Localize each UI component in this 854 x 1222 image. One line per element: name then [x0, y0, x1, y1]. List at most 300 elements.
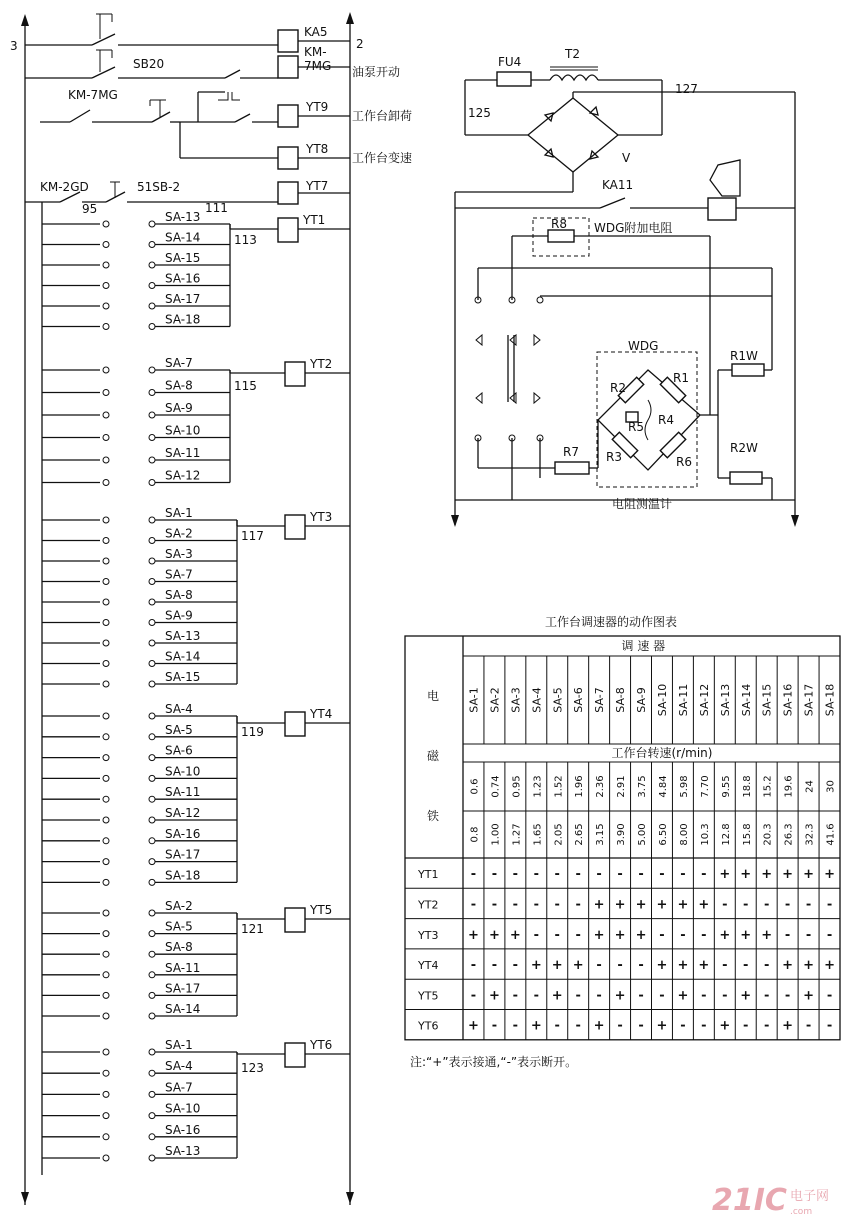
ka11-horn-icon	[710, 160, 740, 196]
contact-terminal	[103, 390, 109, 396]
speed-value: 0.6	[469, 778, 481, 795]
contact-terminal	[149, 1155, 155, 1161]
group-yt6	[42, 1038, 350, 1161]
oil-pump-label: 油泵开动	[352, 65, 401, 79]
table-cell: -	[784, 897, 791, 913]
group-yt1	[42, 210, 350, 330]
table-cell: +	[488, 927, 500, 943]
speed-value: 3.15	[595, 823, 607, 846]
table-cell: -	[617, 1018, 623, 1034]
table-cell: -	[491, 958, 498, 974]
contact-terminal	[149, 242, 155, 248]
row-header-char: 电	[427, 689, 440, 703]
sa-contact-label: SA-13	[165, 1144, 201, 1158]
row-header-char: 铁	[427, 809, 440, 823]
row-header-char: 磁	[427, 749, 440, 763]
table-cell: -	[743, 1018, 749, 1034]
yt3-label: YT3	[310, 510, 333, 524]
t2-transformer	[550, 75, 598, 80]
table-row-name: YT1	[418, 868, 439, 882]
speed-value: 15.8	[741, 823, 753, 846]
speed-value: 20.3	[762, 823, 774, 846]
yt8-coil	[278, 147, 298, 169]
table-cell: -	[659, 988, 665, 1004]
contact-terminal	[103, 435, 109, 441]
contact-terminal	[103, 713, 109, 719]
sa-contact-label: SA-11	[165, 960, 201, 975]
table-cell: -	[575, 927, 581, 943]
wdg-label: WDG	[628, 339, 659, 353]
contact-terminal	[103, 859, 109, 865]
contact-terminal	[103, 734, 109, 740]
table-cell: -	[763, 988, 770, 1004]
node-119-label: 119	[241, 725, 264, 739]
speed-value: 1.27	[511, 823, 523, 846]
watermark-logo	[712, 1183, 829, 1218]
fu4-fuse	[497, 72, 531, 86]
contact-terminal	[149, 713, 155, 719]
r5-label: R5	[628, 420, 644, 434]
contact-terminal	[149, 755, 155, 761]
table-cell: +	[761, 867, 773, 883]
table-cell: -	[659, 867, 665, 883]
table-cell: +	[530, 1018, 542, 1034]
table-header-main: 调 速 器	[621, 639, 666, 653]
table-cell: +	[530, 958, 542, 974]
contact-terminal	[103, 817, 109, 823]
contact-terminal	[103, 1070, 109, 1076]
table-row-name: YT5	[418, 989, 439, 1003]
table-cell: +	[656, 1018, 668, 1034]
yt5-label: YT5	[310, 903, 333, 917]
contact-terminal	[149, 817, 155, 823]
table-cell: +	[803, 958, 815, 974]
r6-resistor	[660, 432, 685, 457]
contact-terminal	[149, 324, 155, 330]
column-header: SA-13	[718, 683, 732, 717]
table-cell: -	[554, 897, 560, 913]
r2w-label: R2W	[730, 441, 758, 455]
table-cell: +	[468, 1018, 479, 1034]
contact-terminal	[103, 879, 109, 885]
table-cell: -	[470, 958, 477, 974]
table-row-name: YT3	[418, 928, 439, 942]
speed-header: 工作台转速(r/min)	[611, 746, 713, 760]
table-cell: -	[491, 867, 498, 883]
contact-terminal	[103, 283, 109, 289]
r1w-resistor	[732, 364, 764, 376]
n95-label: 95	[82, 202, 98, 216]
sa-contact-label: SA-6	[165, 743, 193, 758]
table-cell: -	[805, 927, 812, 943]
sa-contact-label: SA-8	[165, 588, 193, 602]
yt6-coil	[285, 1043, 305, 1067]
yt2-label: YT2	[310, 357, 333, 371]
speed-value: 1.52	[553, 775, 565, 798]
table-cell: +	[782, 867, 794, 883]
column-header: SA-16	[781, 683, 795, 717]
km7mg-coil-label-1: KM-	[304, 45, 327, 59]
table-cell: -	[470, 988, 477, 1004]
table-cell: +	[468, 927, 479, 943]
yt4-coil	[285, 712, 305, 736]
table-cell: +	[677, 897, 689, 913]
column-header: SA-5	[551, 687, 565, 713]
sa-contact-label: SA-14	[165, 649, 201, 664]
sa-contact-label: SA-16	[165, 826, 201, 841]
km2gd-label: KM-2GD	[40, 180, 89, 194]
contact-terminal	[103, 262, 109, 268]
group-yt2	[42, 356, 350, 486]
table-cell: -	[638, 867, 644, 883]
contact-terminal	[103, 620, 109, 626]
table-cell: -	[680, 927, 686, 943]
column-header: SA-10	[655, 683, 669, 717]
sa-contact-label: SA-4	[165, 702, 193, 716]
contact-terminal	[149, 283, 155, 289]
speed-value: 12.8	[720, 823, 732, 846]
sa-contact-label: SA-1	[165, 1038, 193, 1052]
contact-terminal	[149, 972, 155, 978]
yt9-label: YT9	[306, 100, 329, 114]
unload-label: 工作台卸荷	[352, 109, 413, 123]
sa-contact-label: SA-14	[165, 1002, 201, 1016]
speed-value: 30	[825, 780, 837, 793]
node-3-label: 3	[10, 39, 18, 53]
n125-label: 125	[468, 106, 491, 120]
contact-terminal	[103, 992, 109, 998]
speed-value: 1.00	[490, 823, 502, 846]
yt5-coil	[285, 908, 305, 932]
table-cell: -	[575, 897, 581, 913]
column-header: SA-8	[614, 687, 628, 713]
table-cell: -	[596, 867, 602, 883]
speed-value: 1.65	[532, 823, 544, 846]
contact-terminal	[149, 367, 155, 373]
yt4-label: YT4	[310, 707, 333, 721]
ka5-label: KA5	[304, 25, 328, 39]
table-cell: +	[719, 867, 731, 883]
left-rail-bottom-arrow	[21, 1192, 29, 1204]
speed-value: 10.3	[699, 823, 711, 846]
table-cell: -	[575, 1018, 581, 1034]
table-cell: -	[722, 988, 728, 1004]
speed-value: 24	[804, 780, 816, 793]
table-cell: -	[701, 988, 707, 1004]
contact-terminal	[149, 579, 155, 585]
n127-label: 127	[675, 82, 698, 96]
table-cell: -	[512, 988, 519, 1004]
table-cell: -	[596, 958, 602, 974]
column-header: SA-6	[572, 687, 586, 713]
table-cell: -	[638, 988, 644, 1004]
left-rail-top-arrow	[21, 14, 29, 26]
right-rail-top-arrow	[346, 12, 354, 24]
r1-label: R1	[673, 371, 689, 385]
table-cell: -	[763, 958, 770, 974]
contact-terminal	[149, 1113, 155, 1119]
table-note: 注:“+”表示接通,“-”表示断开。	[410, 1054, 578, 1069]
speed-value: 1.96	[574, 775, 586, 798]
contact-terminal	[149, 538, 155, 544]
r3-label: R3	[606, 450, 622, 464]
table-cell: +	[551, 988, 563, 1004]
speed-value: 7.70	[699, 775, 711, 798]
contact-terminal	[149, 661, 155, 667]
table-cell: +	[740, 927, 752, 943]
table-cell: +	[509, 927, 521, 943]
km7mg-coil-label-2: 7MG	[304, 59, 332, 73]
contact-terminal	[149, 390, 155, 396]
speed-controller-action-table	[405, 614, 840, 1069]
yt7-label: YT7	[306, 179, 329, 193]
table-cell: +	[824, 867, 835, 883]
contact-terminal	[103, 681, 109, 687]
node-113-label: 113	[234, 233, 257, 247]
speed-value: 2.05	[553, 823, 565, 846]
table-cell: +	[698, 897, 710, 913]
sa-contact-label: SA-15	[165, 251, 201, 265]
contact-terminal	[103, 324, 109, 330]
ka11-label: KA11	[602, 178, 634, 192]
table-cell: -	[617, 867, 623, 883]
column-header: SA-4	[530, 687, 544, 713]
table-cell: -	[512, 1018, 519, 1034]
table-cell: +	[551, 958, 563, 974]
sb51-label: 51SB-2	[137, 180, 181, 194]
sa-contact-label: SA-16	[165, 1122, 201, 1137]
r4-element	[645, 400, 651, 440]
contact-terminal	[149, 796, 155, 802]
speed-value: 2.36	[595, 775, 607, 798]
sa-contact-label: SA-7	[165, 356, 193, 370]
svg-text:.com: .com	[790, 1207, 813, 1217]
contact-terminal	[103, 796, 109, 802]
sa-contact-label: SA-11	[165, 785, 201, 800]
group-yt3	[42, 506, 350, 687]
contact-terminal	[103, 221, 109, 227]
contact-terminal	[103, 517, 109, 523]
table-cell: -	[659, 927, 665, 943]
speed-value: 41.6	[825, 823, 837, 846]
contact-terminal	[103, 579, 109, 585]
table-cell: -	[826, 988, 833, 1004]
table-cell: -	[554, 867, 560, 883]
node-117-label: 117	[241, 529, 264, 543]
bridge-rectifier	[528, 98, 618, 172]
contact-terminal	[149, 221, 155, 227]
wdg-resistor-label: WDG附加电阻	[594, 221, 673, 235]
contact-terminal	[103, 457, 109, 463]
speed-value: 8.00	[678, 823, 690, 846]
contact-terminal	[103, 558, 109, 564]
table-cell: -	[763, 1018, 770, 1034]
table-cell: -	[575, 867, 581, 883]
v-label: V	[622, 151, 631, 165]
contact-terminal	[103, 1013, 109, 1019]
r7-resistor	[555, 462, 589, 474]
contact-terminal	[149, 992, 155, 998]
column-header: SA-9	[635, 687, 649, 713]
speed-value: 1.23	[532, 775, 544, 798]
speed-value: 9.55	[720, 775, 732, 798]
table-cell: -	[763, 897, 770, 913]
speed-value: 3.75	[637, 775, 649, 798]
column-header: SA-3	[509, 687, 523, 713]
sa-contact-label: SA-3	[165, 547, 193, 561]
column-header: SA-7	[593, 687, 607, 713]
column-header: SA-17	[802, 683, 816, 717]
sa-contact-label: SA-11	[165, 446, 201, 460]
sa-contact-label: SA-9	[165, 608, 193, 623]
table-cell: -	[512, 958, 519, 974]
r2w-resistor	[730, 472, 762, 484]
speed-value: 0.74	[490, 775, 502, 798]
yt2-coil	[285, 362, 305, 386]
table-cell: -	[554, 1018, 560, 1034]
table-cell: -	[638, 958, 644, 974]
contact-terminal	[103, 972, 109, 978]
sa-contact-label: SA-2	[165, 899, 193, 913]
contact-terminal	[149, 1091, 155, 1097]
yt9-coil	[278, 105, 298, 127]
sa-contact-label: SA-5	[165, 919, 193, 934]
contact-terminal	[103, 303, 109, 309]
contact-terminal	[103, 1091, 109, 1097]
sa-contact-label: SA-10	[165, 423, 201, 438]
table-cell: -	[743, 958, 749, 974]
column-header: SA-15	[760, 683, 774, 717]
table-row-name: YT2	[418, 898, 439, 912]
contact-terminal	[103, 838, 109, 844]
table-cell: +	[614, 927, 626, 943]
sa-contact-label: SA-9	[165, 401, 193, 415]
table-row-name: YT6	[418, 1019, 439, 1033]
contact-terminal	[149, 734, 155, 740]
t2-label: T2	[565, 47, 580, 61]
table-cell: +	[803, 988, 815, 1004]
table-cell: +	[593, 897, 605, 913]
table-cell: +	[614, 897, 626, 913]
contact-terminal	[149, 558, 155, 564]
contact-terminal	[149, 859, 155, 865]
r1w-label: R1W	[730, 349, 758, 363]
sa-contact-label: SA-12	[165, 806, 201, 820]
table-cell: -	[722, 897, 728, 913]
contact-terminal	[103, 1049, 109, 1055]
speed-value: 3.90	[616, 823, 628, 846]
table-cell: -	[680, 867, 686, 883]
table-cell: -	[680, 1018, 686, 1034]
column-header: SA-18	[823, 683, 837, 717]
table-cell: +	[635, 897, 647, 913]
km7mg-coil	[278, 56, 298, 78]
table-cell: +	[656, 958, 668, 974]
sa-contact-label: SA-17	[165, 981, 201, 996]
contact-terminal	[149, 435, 155, 441]
table-cell: -	[533, 927, 540, 943]
sa-contact-label: SA-13	[165, 210, 201, 224]
sa-contact-label: SA-17	[165, 847, 201, 862]
sa-contact-label: SA-18	[165, 312, 201, 327]
table-cell: -	[470, 897, 477, 913]
table-cell: +	[614, 988, 626, 1004]
contact-terminal	[149, 480, 155, 486]
contact-terminal	[149, 681, 155, 687]
speed-value: 15.2	[762, 775, 774, 798]
r2-label: R2	[610, 381, 626, 395]
speed-value: 32.3	[804, 823, 816, 846]
node-123-label: 123	[241, 1061, 264, 1075]
sa-contact-label: SA-17	[165, 292, 201, 306]
node-115-label: 115	[234, 379, 257, 393]
sa-contact-label: SA-15	[165, 670, 201, 684]
contact-terminal	[149, 1013, 155, 1019]
contact-terminal	[103, 242, 109, 248]
watermark-logo-text: 21IC	[712, 1183, 787, 1218]
table-cell: -	[554, 927, 560, 943]
table-cell: -	[470, 867, 477, 883]
speed-value: 19.6	[783, 775, 795, 798]
contact-terminal	[149, 1049, 155, 1055]
contact-terminal	[103, 599, 109, 605]
table-cell: -	[512, 867, 519, 883]
table-cell: -	[805, 1018, 812, 1034]
table-cell: +	[677, 958, 689, 974]
table-cell: +	[719, 927, 731, 943]
contact-terminal	[103, 755, 109, 761]
sa-contact-label: SA-14	[165, 230, 201, 245]
speed-value: 2.65	[574, 823, 586, 846]
contact-terminal	[149, 879, 155, 885]
table-cell: -	[638, 1018, 644, 1034]
sa-contact-label: SA-4	[165, 1059, 193, 1074]
speed-change-label: 工作台变速	[352, 151, 413, 165]
control-circuit-top	[10, 12, 412, 1205]
sa-contact-label: SA-7	[165, 567, 193, 582]
table-cell: +	[656, 897, 668, 913]
speed-value: 6.50	[657, 823, 669, 846]
table-cell: -	[617, 958, 623, 974]
contact-terminal	[149, 640, 155, 646]
sa-contact-label: SA-10	[165, 1101, 201, 1116]
table-cell: -	[596, 988, 602, 1004]
contact-terminal	[149, 457, 155, 463]
table-cell: -	[826, 927, 833, 943]
table-cell: -	[533, 867, 540, 883]
node-121-label: 121	[241, 922, 264, 936]
column-header: SA-11	[676, 683, 690, 717]
contact-terminal	[149, 412, 155, 418]
yt6-label: YT6	[310, 1038, 333, 1052]
speed-value: 0.95	[511, 775, 523, 798]
speed-value: 18.8	[741, 775, 753, 798]
table-cell: -	[701, 1018, 707, 1034]
node-2-label: 2	[356, 37, 364, 51]
column-header: SA-1	[467, 687, 481, 713]
table-cell: -	[533, 988, 540, 1004]
sa-contact-label: SA-18	[165, 868, 201, 883]
sa-switch-groups	[42, 210, 350, 1161]
contact-terminal	[149, 303, 155, 309]
watermark-text: 电子网	[790, 1189, 830, 1204]
sa-contact-label: SA-2	[165, 526, 193, 541]
fu4-label: FU4	[498, 55, 522, 69]
yt1-label: YT1	[303, 213, 326, 227]
table-cell: -	[826, 897, 833, 913]
sa-contact-label: SA-12	[165, 468, 201, 483]
table-cell: -	[743, 897, 749, 913]
